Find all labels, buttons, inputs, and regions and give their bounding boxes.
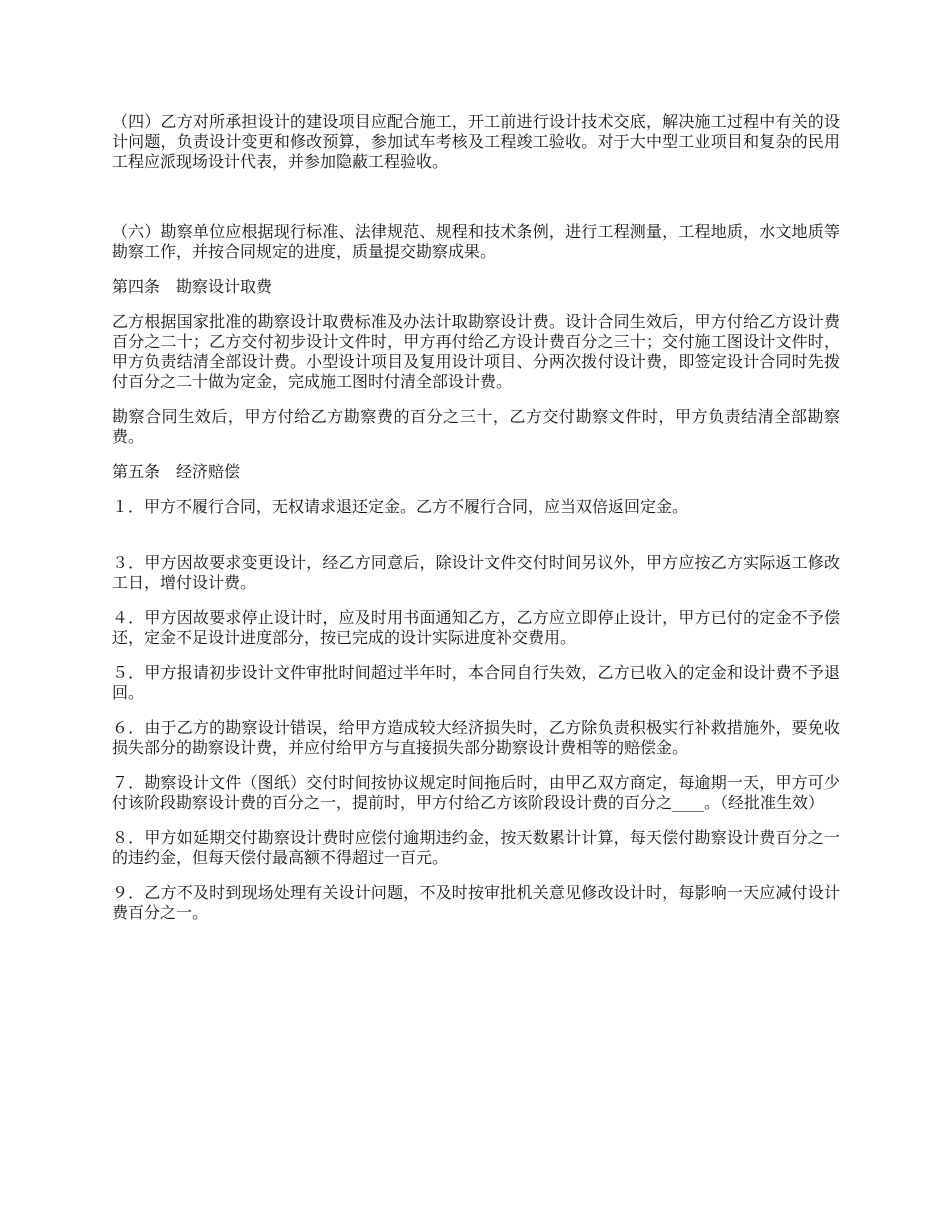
article-5-item-3: ３．甲方因故要求变更设计，经乙方同意后，除设计文件交付时间另议外，甲方应按乙方实际返工修改工日，增付设计费。 xyxy=(112,553,840,592)
article-5-item-9: ９．乙方不及时到现场处理有关设计问题，不及时按审批机关意见修改设计时，每影响一天应减付设计费百分之一。 xyxy=(112,883,840,922)
clause-4-paragraph: （四）乙方对所承担设计的建设项目应配合施工，开工前进行设计技术交底，解决施工过程中有关的设计问题，负责设计变更和修改预算，参加试车考核及工程竣工验收。对于大中型工业项目和复杂的民用工程应派现场设计代表，并参加隐蔽工程验收。 xyxy=(112,112,840,171)
article-5-item-6: ６．由于乙方的勘察设计错误，给甲方造成较大经济损失时，乙方除负责积极实行补救措施外，要免收损失部分的勘察设计费，并应付给甲方与直接损失部分勘察设计费相等的赔偿金。 xyxy=(112,718,840,757)
blank-gap xyxy=(112,532,840,553)
article-4-paragraph-2: 勘察合同生效后，甲方付给乙方勘察费的百分之三十，乙方交付勘察文件时，甲方负责结清全部勘察费。 xyxy=(112,407,840,446)
blank-gap xyxy=(112,187,840,222)
article-5-heading: 第五条 经济赔偿 xyxy=(112,462,241,481)
clause-6-paragraph: （六）勘察单位应根据现行标准、法律规范、规程和技术条例，进行工程测量，工程地质，水文地质等勘察工作，并按合同规定的进度，质量提交勘察成果。 xyxy=(112,222,840,261)
article-4-heading: 第四条 勘察设计取费 xyxy=(112,277,273,296)
article-4-paragraph-1: 乙方根据国家批准的勘察设计取费标准及办法计取勘察设计费。设计合同生效后，甲方付给乙方设计费百分之二十；乙方交付初步设计文件时，甲方再付给乙方设计费百分之三十；交付施工图设计文件时，甲方负责结清全部设计费。小型设计项目及复用设计项目、分两次拨付设计费，即签定设计合同时先拨付百分之二十做为定金，完成施工图时付清全部设计费。 xyxy=(112,312,840,391)
article-5-item-5: ５．甲方报请初步设计文件审批时间超过半年时，本合同自行失效，乙方已收入的定金和设计费不予退回。 xyxy=(112,663,840,702)
document-body xyxy=(112,112,840,938)
article-5-item-1: １．甲方不履行合同，无权请求退还定金。乙方不履行合同，应当双倍返回定金。 xyxy=(112,497,689,516)
article-5-item-8: ８．甲方如延期交付勘察设计费时应偿付逾期违约金，按天数累计计算，每天偿付勘察设计费百分之一的违约金，但每天偿付最高额不得超过一百元。 xyxy=(112,828,840,867)
article-5-item-4: ４．甲方因故要求停止设计时，应及时用书面通知乙方，乙方应立即停止设计，甲方已付的定金不予偿还，定金不足设计进度部分，按已完成的设计实际进度补交费用。 xyxy=(112,608,840,647)
article-5-item-7: ７．勘察设计文件（图纸）交付时间按协议规定时间拖后时，由甲乙双方商定，每逾期一天，甲方可少付该阶段勘察设计费的百分之一，提前时，甲方付给乙方该阶段设计费的百分之____。（经批准生效） xyxy=(112,773,840,812)
